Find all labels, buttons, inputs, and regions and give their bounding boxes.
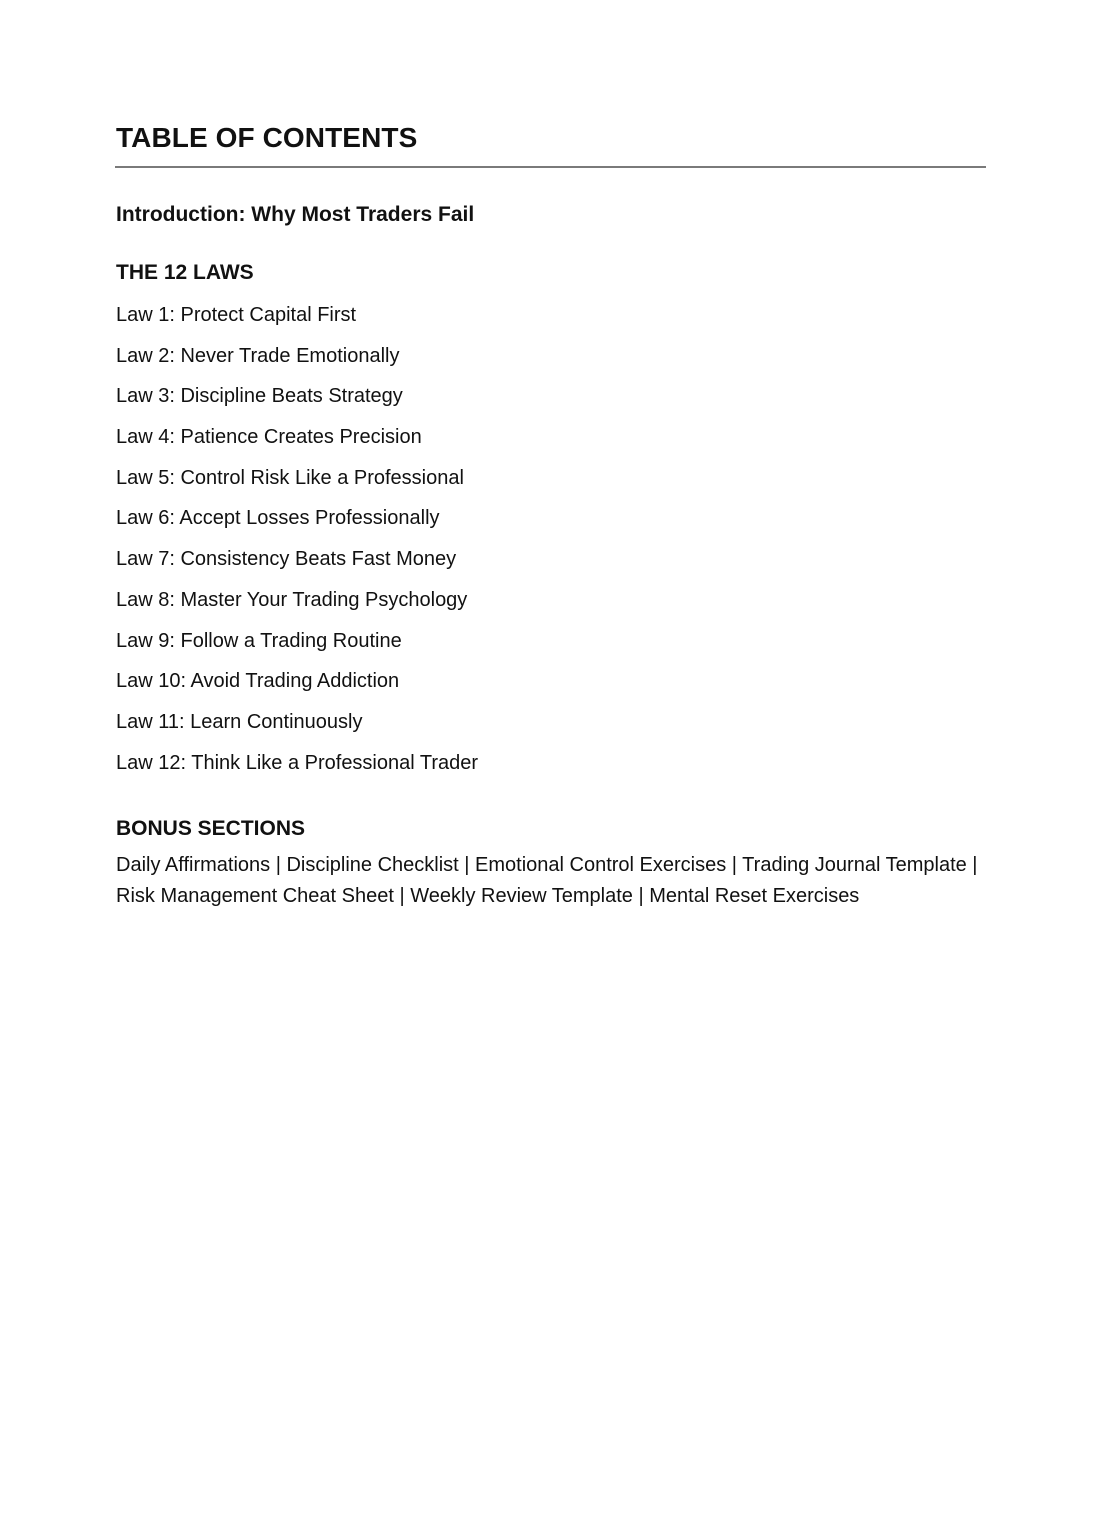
toc-entry-law-11: Law 11: Learn Continuously	[116, 710, 363, 733]
page-title: TABLE OF CONTENTS	[116, 122, 418, 153]
toc-entry-law-12: Law 12: Think Like a Professional Trader	[116, 751, 479, 774]
toc-entry-law-10: Law 10: Avoid Trading Addiction	[116, 670, 400, 693]
bonus-section-heading: BONUS SECTIONS	[116, 817, 306, 840]
toc-entry-law-7: Law 7: Consistency Beats Fast Money	[116, 548, 457, 571]
toc-entry-law-8: Law 8: Master Your Trading Psychology	[116, 588, 468, 611]
laws-list	[116, 301, 478, 789]
toc-entry-law-5: Law 5: Control Risk Like a Professional	[116, 466, 464, 489]
toc-entry-law-3: Law 3: Discipline Beats Strategy	[116, 385, 403, 408]
toc-entry-law-4: Law 4: Patience Creates Precision	[116, 426, 422, 449]
title-divider	[115, 166, 986, 168]
laws-section-heading: THE 12 LAWS	[116, 261, 254, 284]
toc-entry-law-1: Law 1: Protect Capital First	[116, 304, 357, 326]
toc-entry-introduction: Introduction: Why Most Traders Fail	[116, 203, 475, 226]
toc-entry-law-2: Law 2: Never Trade Emotionally	[116, 344, 400, 367]
toc-entry-law-6: Law 6: Accept Losses Professionally	[116, 507, 440, 530]
toc-entry-law-9: Law 9: Follow a Trading Routine	[116, 629, 402, 652]
bonus-sections-list: Daily Affirmations | Discipline Checklist | Emotional Control Exercises | Trading Journal Template | Risk Management Cheat Sheet | Weekly Review Template | Mental Reset Exercises	[116, 854, 978, 907]
